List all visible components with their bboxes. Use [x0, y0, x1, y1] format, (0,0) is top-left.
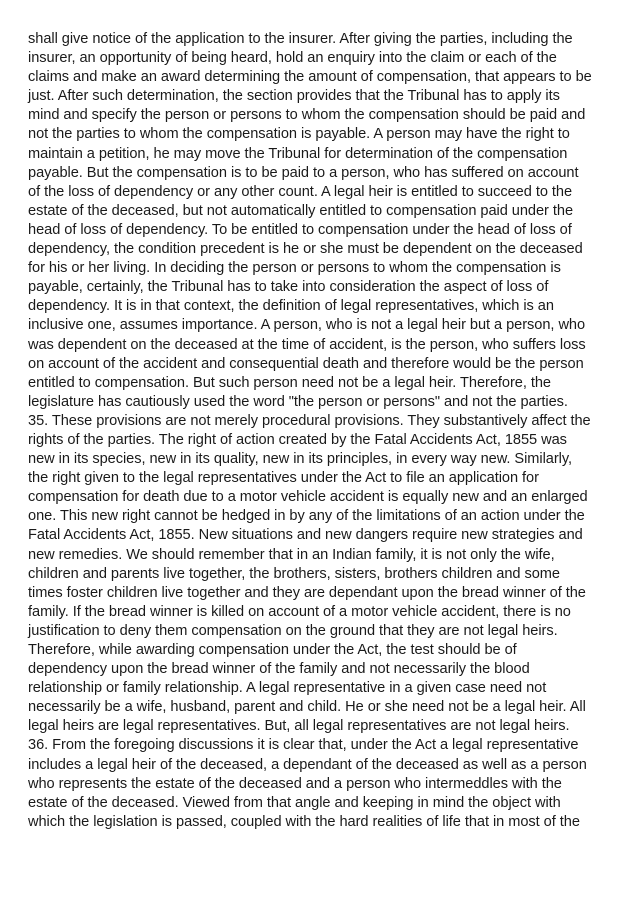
- text-line: estate of the deceased. Viewed from that angle and keeping in mind the object with: [28, 794, 561, 811]
- text-line: payable. But the compensation is to be paid to a person, who has suffered on account: [28, 164, 579, 181]
- text-line: mind and specify the person or persons to whom the compensation should be paid and: [28, 107, 586, 124]
- text-line: head of loss of dependency. To be entitled to compensation under the head of loss of: [28, 221, 572, 238]
- text-line: payable, certainly, the Tribunal has to take into consideration the aspect of loss of: [28, 279, 549, 296]
- text-line: not the parties to whom the compensation is payable. A person may have the right to: [28, 126, 570, 143]
- text-line: new in its species, new in its quality, new in its principles, in every way new. Similarly,: [28, 451, 573, 468]
- text-line: dependency, the condition precedent is he or she must be dependent on the deceased: [28, 241, 583, 258]
- text-line: Therefore, while awarding compensation under the Act, the test should be of: [28, 642, 517, 658]
- text-line: necessarily be a wife, husband, parent and child. He or she need not be a legal heir. All: [28, 699, 586, 716]
- paragraph-35-start: 35. These provisions are not merely procedural provisions. They substantively affect the: [28, 412, 591, 429]
- text-line: for his or her living. In deciding the person or persons to whom the compensation is: [28, 260, 561, 277]
- text-line: relationship or family relationship. A legal representative in a given case need not: [28, 680, 547, 697]
- text-line: one. This new right cannot be hedged in by any of the limitations of an action under the: [28, 508, 585, 525]
- paragraph-36-start: 36. From the foregoing discussions it is clear that, under the Act a legal representative: [28, 737, 579, 754]
- text-line: claims and make an award determining the amount of compensation, that appears to be: [28, 69, 592, 86]
- document-page: [28, 30, 613, 832]
- text-line: insurer, an opportunity of being heard, hold an enquiry into the claim or each of the: [28, 50, 557, 67]
- text-line: of the loss of dependency or any other count. A legal heir is entitled to succeed to the: [28, 183, 573, 200]
- text-line: inclusive one, assumes importance. A person, who is not a legal heir but a person, who: [28, 317, 586, 334]
- text-line: dependency. It is in that context, the definition of legal representatives, which is an: [28, 298, 554, 315]
- text-line: was dependent on the deceased at the time of accident, is the person, who suffers loss: [28, 336, 586, 353]
- text-line: new remedies. We should remember that in an Indian family, it is not only the wife,: [28, 546, 555, 563]
- text-line: times foster children live together and they are dependant upon the bread winner of the: [28, 584, 586, 601]
- text-line: Fatal Accidents Act, 1855. New situations and new dangers require new strategies and: [28, 527, 583, 544]
- text-line: who represents the estate of the deceased and a person who intermeddles with the: [28, 775, 562, 792]
- text-line: which the legislation is passed, coupled with the hard realities of life that in most of the: [28, 813, 580, 830]
- text-line: legal heirs are legal representatives. But, all legal representatives are not legal heirs.: [28, 718, 570, 735]
- text-line: dependency upon the bread winner of the family and not necessarily the blood: [28, 661, 530, 678]
- text-line: just. After such determination, the section provides that the Tribunal has to apply its: [28, 88, 560, 105]
- text-line: family. If the bread winner is killed on account of a motor vehicle accident, there is no: [28, 603, 571, 620]
- text-line: shall give notice of the application to the insurer. After giving the parties, including the: [28, 31, 573, 47]
- text-line: legislature has cautiously used the word "the person or persons" and not the parties.: [28, 393, 568, 410]
- text-line: maintain a petition, he may move the Tribunal for determination of the compensation: [28, 145, 568, 162]
- text-line: includes a legal heir of the deceased, a dependant of the deceased as well as a person: [28, 756, 587, 773]
- text-line: rights of the parties. The right of action created by the Fatal Accidents Act, 1855 was: [28, 431, 567, 448]
- text-line: the right given to the legal representatives under the Act to file an application for: [28, 470, 539, 487]
- text-line: entitled to compensation. But such person need not be a legal heir. Therefore, the: [28, 374, 551, 391]
- text-line: compensation for death due to a motor vehicle accident is equally new and an enlarged: [28, 489, 588, 506]
- text-line: on account of the accident and consequential death and therefore would be the person: [28, 355, 584, 372]
- text-line: children and parents live together, the brothers, sisters, brothers children and some: [28, 565, 560, 582]
- text-line: justification to deny them compensation on the ground that they are not legal heirs.: [28, 622, 558, 639]
- text-line: estate of the deceased, but not automatically entitled to compensation paid under the: [28, 202, 574, 219]
